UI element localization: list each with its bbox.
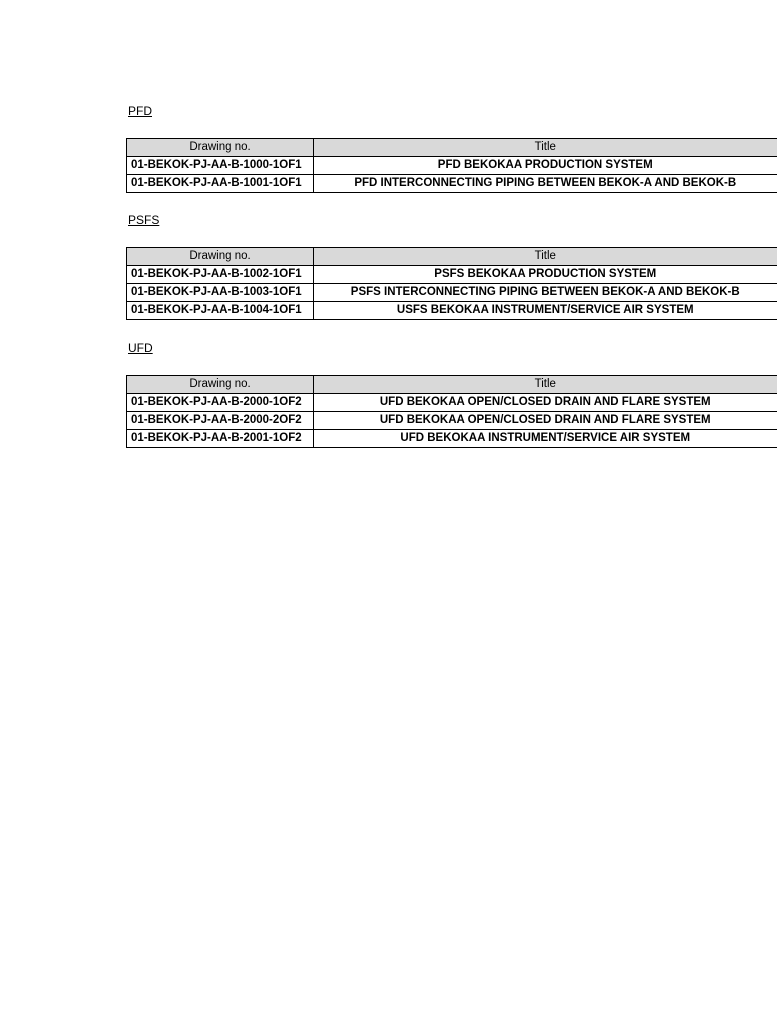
table-row — [127, 412, 777, 430]
drawing-number-cell: 01-BEKOK-PJ-AA-B-2000-1OF2 — [127, 394, 314, 412]
table-row — [127, 430, 777, 448]
section-heading-ufd: UFD — [128, 341, 153, 355]
table-header-row — [127, 139, 777, 157]
table-row — [127, 157, 777, 175]
drawing-title-cell: PFD BEKOKAA PRODUCTION SYSTEM — [314, 157, 777, 175]
drawing-number-cell: 01-BEKOK-PJ-AA-B-2001-1OF2 — [127, 430, 314, 448]
drawing-number-cell: 01-BEKOK-PJ-AA-B-1002-1OF1 — [127, 266, 314, 284]
column-header-drawing-no: Drawing no. — [127, 376, 314, 394]
drawing-number-cell: 01-BEKOK-PJ-AA-B-2000-2OF2 — [127, 412, 314, 430]
column-header-drawing-no: Drawing no. — [127, 139, 314, 157]
table-row — [127, 284, 777, 302]
table-header-row — [127, 248, 777, 266]
drawing-number-cell: 01-BEKOK-PJ-AA-B-1001-1OF1 — [127, 175, 314, 193]
pfd-table-container — [126, 138, 737, 193]
column-header-title: Title — [314, 139, 777, 157]
column-header-drawing-no: Drawing no. — [127, 248, 314, 266]
drawing-title-cell: PFD INTERCONNECTING PIPING BETWEEN BEKOK-A AND BEKOK-B — [314, 175, 777, 193]
table-row — [127, 302, 777, 320]
drawing-title-cell: UFD BEKOKAA OPEN/CLOSED DRAIN AND FLARE SYSTEM — [314, 394, 777, 412]
section-heading-pfd: PFD — [128, 104, 152, 118]
drawing-title-cell: UFD BEKOKAA INSTRUMENT/SERVICE AIR SYSTEM — [314, 430, 777, 448]
column-header-title: Title — [314, 376, 777, 394]
drawing-number-cell: 01-BEKOK-PJ-AA-B-1004-1OF1 — [127, 302, 314, 320]
drawing-title-cell: UFD BEKOKAA OPEN/CLOSED DRAIN AND FLARE SYSTEM — [314, 412, 777, 430]
psfs-drawings-table — [126, 247, 777, 320]
drawing-title-cell: PSFS BEKOKAA PRODUCTION SYSTEM — [314, 266, 777, 284]
pfd-drawings-table — [126, 138, 777, 193]
column-header-title: Title — [314, 248, 777, 266]
table-header-row — [127, 376, 777, 394]
section-heading-psfs: PSFS — [128, 213, 160, 227]
ufd-table-container — [126, 375, 711, 448]
table-row — [127, 394, 777, 412]
psfs-table-container — [126, 247, 740, 320]
drawing-number-cell: 01-BEKOK-PJ-AA-B-1000-1OF1 — [127, 157, 314, 175]
drawing-title-cell: PSFS INTERCONNECTING PIPING BETWEEN BEKOK-A AND BEKOK-B — [314, 284, 777, 302]
table-row — [127, 266, 777, 284]
table-row — [127, 175, 777, 193]
drawing-number-cell: 01-BEKOK-PJ-AA-B-1003-1OF1 — [127, 284, 314, 302]
drawing-title-cell: USFS BEKOKAA INSTRUMENT/SERVICE AIR SYSTEM — [314, 302, 777, 320]
ufd-drawings-table — [126, 375, 777, 448]
